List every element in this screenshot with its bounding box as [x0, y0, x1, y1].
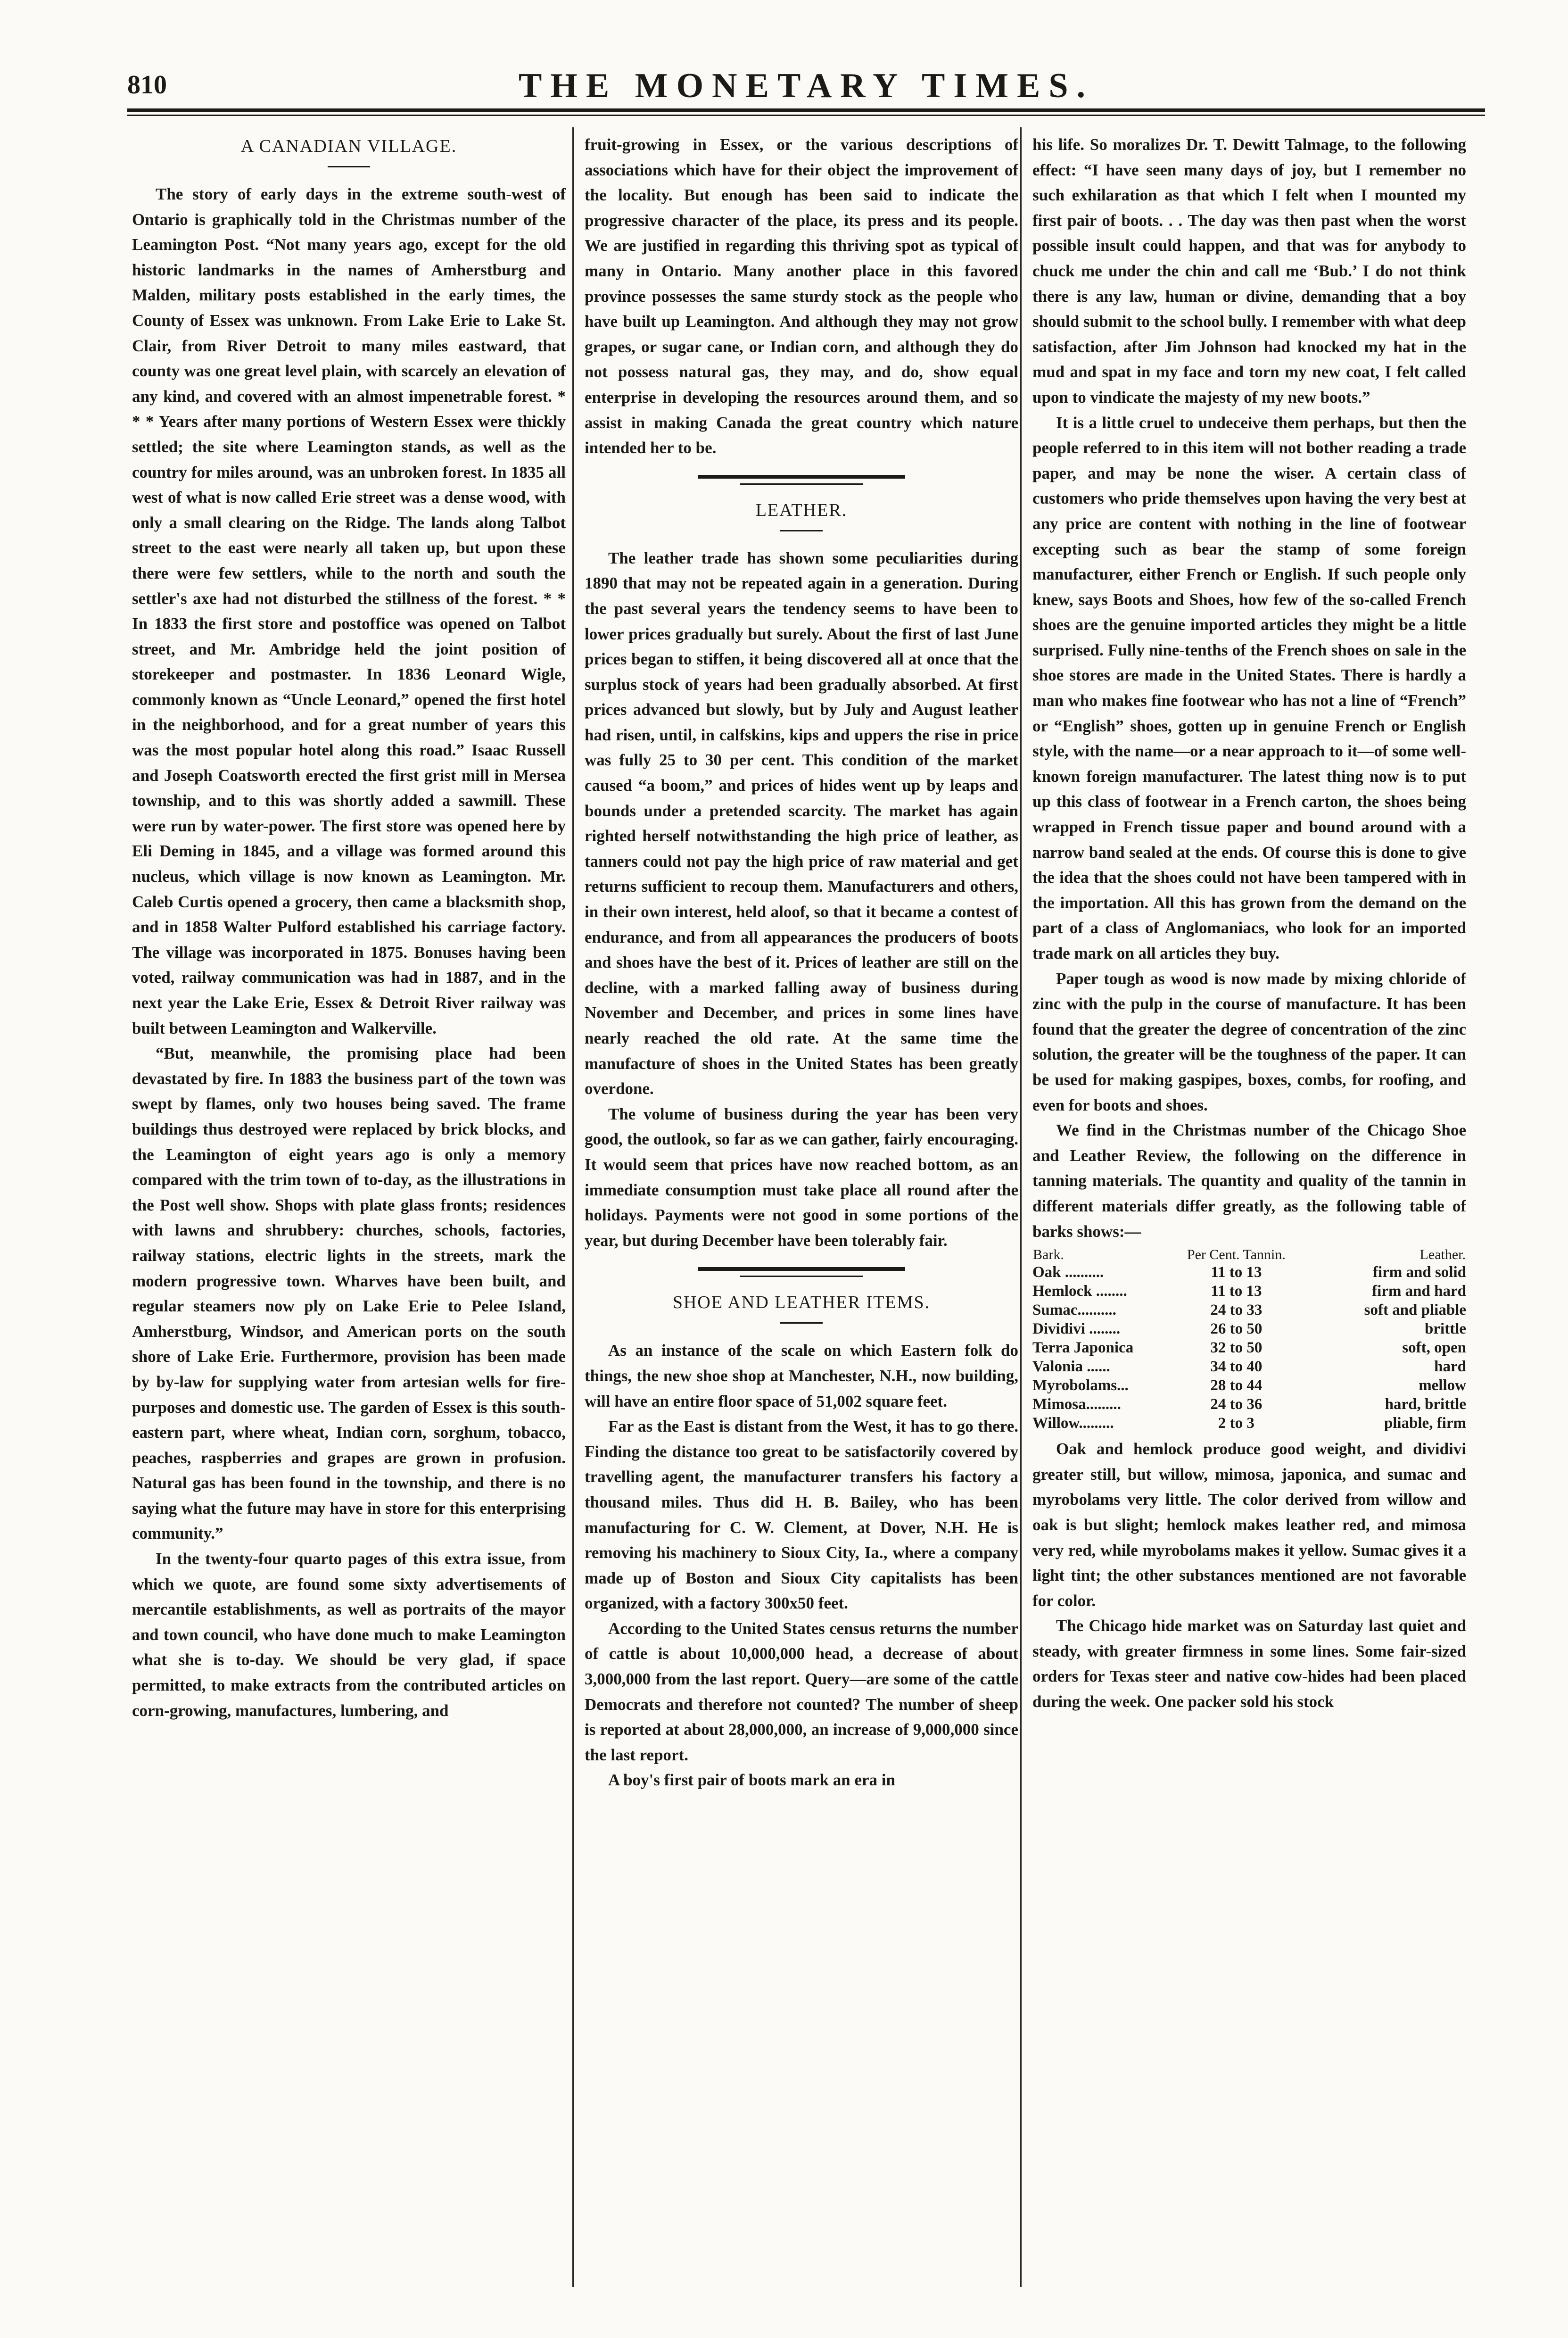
table-header-leather: Leather.	[1419, 1247, 1466, 1263]
column-divider	[1020, 127, 1022, 2287]
paragraph: The volume of business during the year has been very good, the outlook, so far as we can gather, fairly encouraging. It would seem that prices have now reached bottom, as an immediate consumption must take place all round after the holidays. Payments were not good in some portions of the year, but during December have been tolerably fair.	[585, 1104, 1018, 1250]
article-title-leather: LEATHER.	[755, 500, 848, 520]
paragraph: The Chicago hide market was on Saturday last quiet and steady, with greater firmness in some lines. Some fair-sized orders for Texas steer and native cow-hides had been placed during the week. One packer sold his stock	[1032, 1617, 1466, 1711]
section-separator	[698, 475, 905, 485]
leather-quality: mellow	[1419, 1377, 1466, 1394]
leather-quality: hard, brittle	[1385, 1396, 1466, 1413]
header-rule-thin	[127, 115, 1485, 116]
paragraph-continued: fruit-growing in Essex, or the various descriptions of associations which have for their object the improvement of the locality. But enough has been said to indicate the progressive character of the place, its press and its people. We are justified in regarding this thriving spot as typical of many in Ontario. Many another place in this favored province possesses the same sturdy stock as the people who have built up Leamington. And although they may not grow grapes, or sugar cane, or Indian corn, and although they do not possess natural gas, they may, and do, show equal enterprise in developing the resources around them, and so assist in making Canada the great country which nature intended her to be.	[585, 135, 1018, 457]
bark-name: Oak ..........	[1032, 1264, 1104, 1281]
bark-name: Terra Japonica	[1032, 1339, 1134, 1357]
leather-quality: soft, open	[1402, 1339, 1466, 1357]
tannin-percent: 24 to 33	[1210, 1302, 1263, 1319]
title-rule	[780, 530, 823, 531]
leather-quality: firm and hard	[1372, 1283, 1466, 1300]
bark-name: Myrobolams...	[1032, 1377, 1129, 1394]
leather-quality: brittle	[1425, 1320, 1466, 1338]
header-rule	[127, 108, 1485, 112]
table-row	[1032, 1263, 1466, 1282]
table-row	[1032, 1319, 1466, 1338]
table-row	[1032, 1357, 1466, 1376]
bark-name: Willow.........	[1032, 1415, 1114, 1432]
tannin-percent: 32 to 50	[1210, 1339, 1263, 1357]
bark-name: Mimosa.........	[1032, 1396, 1121, 1413]
leather-quality: hard	[1434, 1358, 1466, 1376]
section-separator	[698, 1267, 905, 1277]
bark-tannin-table	[1032, 1247, 1466, 1433]
page-number: 810	[127, 70, 167, 99]
leather-quality: firm and solid	[1372, 1264, 1466, 1281]
tannin-percent: 11 to 13	[1211, 1264, 1262, 1281]
table-row	[1032, 1282, 1466, 1301]
paragraph: “But, meanwhile, the promising place had been devastated by fire. In 1883 the business part of the town was swept by flames, only two houses being saved. The frame buildings thus destroyed were replaced by brick blocks, and the Leamington of eight years ago is only a memory compared with the trim town of to-day, as the illustrations in the Post well show. Shops with plate glass fronts; residences with lawns and shrubbery: churches, schools, factories, railway stations, electric lights in the streets, mark the modern progressive town. Wharves have been built, and regular steamers now ply on Lake Erie to Pelee Island, Amherstburg, Windsor, and American ports on the south shore of Lake Erie. Furthermore, provision has been made by by-law for supplying water from artesian wells for fire-purposes and domestic use. The garden of Essex is this south-eastern part, where wheat, Indian corn, sorghum, tobacco, peaches, raspberries and grapes are grown in profusion. Natural gas has been found in the township, and there is no saying what the future may have in store for this enterprising community.”	[132, 1044, 566, 1543]
paragraph: The leather trade has shown some peculiarities during 1890 that may not be repeated again in a generation. During the past several years the tendency seems to have been to lower prices gradually but surely. About the first of last June prices began to stiffen, it being discovered all at once that the surplus stock of years had been gradually absorbed. At first prices advanced but slowly, but by July and August leather had risen, until, in calfskins, kips and uppers the rise in price was fully 25 to 30 per cent. This condition of the market caused “a boom,” and prices of hides went up by leaps and bounds under a pretended scarcity. The market has again righted herself notwithstanding the high price of leather, as tanners could not pay the high price of raw material and get returns sufficient to recoup them. Manufacturers and others, in their own interest, held aloof, so that it became a contest of endurance, and from all appearances the producers of boots and shoes have the best of it. Prices of leather are still on the decline, with a marked falling away of business during November and December, and prices in some lines have nearly reached the old rate. At the same time the manufacture of shoes in the United States has been greatly overdone.	[585, 548, 1018, 1098]
table-row	[1032, 1395, 1466, 1414]
title-rule	[780, 1322, 823, 1324]
bark-name: Hemlock ........	[1032, 1283, 1127, 1300]
column-middle	[585, 132, 1018, 2311]
title-rule	[328, 166, 370, 167]
tannin-percent: 24 to 36	[1210, 1396, 1263, 1413]
paragraph: As an instance of the scale on which Eastern folk do things, the new shoe shop at Manchester, N.H., now building, will have an entire floor space of 51,002 square feet.	[585, 1341, 1018, 1410]
tannin-percent: 34 to 40	[1210, 1358, 1263, 1376]
table-header-bark: Bark.	[1033, 1247, 1064, 1263]
paragraph: In the twenty-four quarto pages of this extra issue, from which we quote, are found some sixty advertisements of mercantile establishments, as well as portraits of the mayor and town council, who have done much to make Leamington what she is to-day. We should be very glad, if space permitted, to make extracts from the contributed articles on corn-growing, manufactures, lumbering, and	[132, 1550, 566, 1720]
column-left	[132, 132, 566, 2311]
column-right	[1032, 132, 1466, 2311]
bark-name: Dividivi ........	[1032, 1320, 1121, 1338]
page-header	[127, 61, 1485, 113]
tannin-percent: 26 to 50	[1210, 1320, 1263, 1338]
tannin-percent: 11 to 13	[1211, 1283, 1262, 1300]
table-row	[1032, 1414, 1466, 1433]
masthead-title: THE MONETARY TIMES.	[519, 66, 1094, 105]
bark-name: Valonia ......	[1032, 1358, 1110, 1376]
article-title-canadian-village: A CANADIAN VILLAGE.	[240, 136, 457, 156]
table-row	[1032, 1301, 1466, 1319]
table-row	[1032, 1338, 1466, 1357]
paragraph-continued: his life. So moralizes Dr. T. Dewitt Talmage, to the following effect: “I have seen many days of joy, but I remember no such exhilaration as that which I felt when I mounted my first pair of boots. . . The day was then past when the worst possible insult could happen, and that was for anybody to chuck me under the chin and call me ‘Bub.’ I do not think there is any law, human or divine, demanding that a boy should submit to the school bully. I remember with what deep satisfaction, after Jim Johnson had knocked my hat in the mud and spat in my face and torn my new coat, I felt called upon to vindicate the majesty of my new boots.”	[1032, 135, 1466, 406]
tannin-percent: 2 to 3	[1218, 1415, 1254, 1432]
bark-name: Sumac..........	[1032, 1302, 1116, 1319]
article-title-shoe-and-leather-items: SHOE AND LEATHER ITEMS.	[672, 1293, 931, 1313]
paragraph: A boy's first pair of boots mark an era in	[608, 1771, 895, 1790]
paragraph: According to the United States census returns the number of cattle is about 10,000,000 head, a decrease of about 3,000,000 from the last report. Query—are some of the cattle Democrats and therefore not counted? The number of sheep is reported at about 28,000,000, an increase of 9,000,000 since the last report.	[585, 1619, 1018, 1764]
column-divider	[572, 127, 574, 2287]
paragraph: We find in the Christmas number of the Chicago Shoe and Leather Review, the following on the difference in tanning materials. The quantity and quality of the tannin in different materials differ greatly, as the following table of barks shows:—	[1032, 1121, 1466, 1241]
leather-quality: soft and pliable	[1364, 1302, 1466, 1319]
leather-quality: pliable, firm	[1384, 1415, 1466, 1432]
paragraph: It is a little cruel to undeceive them perhaps, but then the people referred to in this item will not bother reading a trade paper, and may be none the wiser. A certain class of customers who pride themselves upon having the very best at any price are content with nothing in the line of footwear excepting such as bear the stamp of some foreign manufacturer, either French or English. If such people only knew, says Boots and Shoes, how few of the so-called French shoes are the genuine imported articles they might be a little surprised. Fully nine-tenths of the French shoes on sale in the shoe stores are made in the United States. There is hardly a man who makes fine footwear who has not a line of “French” or “English” shoes, gotten up in genuine French or English style, with the name—or a near approach to it—of some well-known foreign manufacturer. The latest thing now is to put up this class of footwear in a French carton, the shoes being wrapped in French tissue paper and bound around with a narrow band sealed at the ends. Of course this is done to give the idea that the shoes could not have been tampered with in the importation. All this has grown from the demand on the part of a class of Anglomaniacs, who look for an imported trade mark on all articles they buy.	[1032, 413, 1466, 962]
table-row	[1032, 1376, 1466, 1395]
tannin-percent: 28 to 44	[1210, 1377, 1263, 1394]
table-header-tannin: Per Cent. Tannin.	[1187, 1247, 1286, 1263]
paragraph: Oak and hemlock produce good weight, and dividivi greater still, but willow, mimosa, japonica, and sumac and myrobolams very little. The color derived from willow and oak is but slight; hemlock makes leather red, and mimosa very red, while myrobolams makes it yellow. Sumac gives it a light tint; the other substances mentioned are not favorable for color.	[1032, 1440, 1466, 1610]
paragraph: Paper tough as wood is now made by mixing chloride of zinc with the pulp in the course of manufacture. It has been found that the greater the degree of concentration of the zinc solution, the greater will be the toughness of the paper. It can be used for making gaspipes, boxes, combs, for roofing, and even for boots and shoes.	[1032, 969, 1466, 1114]
paragraph: The story of early days in the extreme south-west of Ontario is graphically told in the Christmas number of the Leamington Post. “Not many years ago, except for the old historic landmarks in the names of Amherstburg and Malden, military posts established in the early times, the County of Essex was unknown. From Lake Erie to Lake St. Clair, from River Detroit to many miles eastward, that county was one great level plain, with scarcely an elevation of any kind, and covered with an almost impenetrable forest. * * * Years after many portions of Western Essex were thickly settled; the site where Leamington stands, as well as the country for miles around, was an unbroken forest. In 1835 all west of what is now called Erie street was a dense wood, with only a small clearing on the Ridge. The lands along Talbot street to the east were nearly all taken up, but upon these there were few settlers, while to the north and south the settler's axe had not disturbed the stillness of the forest. * * In 1833 the first store and postoffice was opened on Talbot street, and Mr. Ambridge held the joint position of storekeeper and postmaster. In 1836 Leonard Wigle, commonly known as “Uncle Leonard,” opened the first hotel in the neighborhood, and for a great number of years this was the most popular hotel along this road.” Isaac Russell and Joseph Coatsworth erected the first grist mill in Mersea township, and to this was shortly added a sawmill. These were run by water-power. The first store was opened here by Eli Deming in 1845, and a village was formed around this nucleus, which village is now known as Leamington. Mr. Caleb Curtis opened a grocery, then came a blacksmith shop, and in 1858 Walter Pulford established his carriage factory. The village was incorporated in 1875. Bonuses having been voted, railway communication was had in 1887, and in the next year the Lake Erie, Essex & Detroit River railway was built between Leamington and Walkerville.	[132, 185, 566, 1037]
paragraph: Far as the East is distant from the West, it has to go there. Finding the distance too great to be satisfactorily covered by travelling agent, the manufacturer transfers his factory a thousand miles. Thus did H. B. Bailey, who has been manufacturing for C. W. Clement, at Dover, N.H. He is removing his machinery to Sioux City, Ia., where a company made up of Boston and Sioux City capitalists has been organized, with a factory 300x50 feet.	[585, 1417, 1018, 1613]
